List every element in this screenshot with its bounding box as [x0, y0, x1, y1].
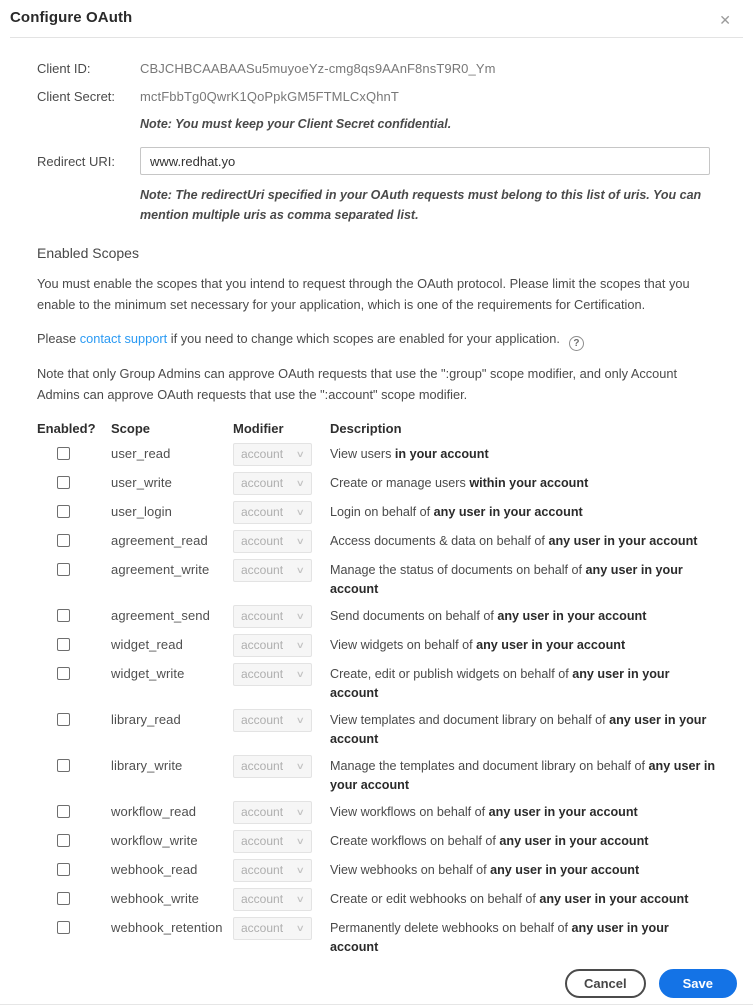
client-secret-note: Note: You must keep your Client Secret confidential.: [140, 117, 452, 131]
modifier-select: [233, 801, 312, 824]
scope-name: library_write: [111, 757, 183, 773]
modifier-select: [233, 605, 312, 628]
modifier-value: account: [241, 805, 284, 820]
redirect-uri-note: Note: The redirectUri specified in your OAuth requests must belong to this list of uris. You can mention multiple uris as comma separated list.: [140, 188, 702, 222]
close-icon[interactable]: ✕: [719, 12, 731, 28]
contact-support-paragraph: [37, 329, 720, 352]
modifier-select: [233, 472, 312, 495]
description-text: View webhooks on behalf of: [330, 862, 491, 877]
description-text: Create workflows on behalf of: [330, 833, 500, 848]
scope-checkbox[interactable]: [57, 667, 70, 680]
header-modifier: Modifier: [233, 420, 284, 436]
modifier-cell: [233, 636, 330, 657]
modifier-select: [233, 663, 312, 686]
scope-checkbox[interactable]: [57, 759, 70, 772]
enabled-cell: [37, 803, 111, 823]
modifier-value: account: [241, 921, 284, 936]
redirect-uri-label: Redirect URI:: [37, 153, 116, 169]
chevron-down-icon: ∨: [296, 864, 306, 875]
modifier-cell: [233, 532, 330, 553]
modifier-select: [233, 634, 312, 657]
dialog-title: Configure OAuth: [10, 9, 133, 26]
scope-table-row: [37, 503, 720, 532]
scope-checkbox[interactable]: [57, 563, 70, 576]
chevron-down-icon: ∨: [296, 760, 306, 771]
scope-checkbox[interactable]: [57, 638, 70, 651]
footer-divider: [0, 1004, 753, 1005]
chevron-down-icon: ∨: [296, 610, 306, 621]
enabled-cell: [37, 503, 111, 523]
scope-name: user_write: [111, 474, 172, 490]
description-bold-text: any user in your account: [330, 712, 707, 746]
chevron-down-icon: ∨: [296, 714, 306, 725]
enabled-cell: [37, 919, 111, 939]
scope-name: webhook_read: [111, 861, 198, 877]
enabled-cell: [37, 607, 111, 627]
scope-table-row: [37, 803, 720, 832]
save-button[interactable]: Save: [659, 969, 737, 998]
chevron-down-icon: ∨: [296, 535, 306, 546]
scopes-intro-paragraph: You must enable the scopes that you intend to request through the OAuth protocol. Please limit the scopes that you enable to the minimum set necessary for your application, which is one of the requirements for Certification.: [37, 276, 690, 312]
scope-checkbox[interactable]: [57, 476, 70, 489]
scope-description: [330, 711, 720, 749]
client-secret-value: mctFbbTg0QwrK1QoPpkGM5FTMLCxQhnT: [140, 89, 399, 104]
scope-table-row: [37, 561, 720, 607]
scope-checkbox[interactable]: [57, 534, 70, 547]
scope-table-row: [37, 757, 720, 803]
modifier-value: account: [241, 863, 284, 878]
description-bold-text: any user in your account: [330, 920, 669, 954]
scope-checkbox[interactable]: [57, 805, 70, 818]
modifier-select: [233, 888, 312, 911]
modifier-value: account: [241, 834, 284, 849]
description-text: Permanently delete webhooks on behalf of: [330, 920, 572, 935]
modifier-value: account: [241, 476, 284, 491]
scope-table-row: [37, 445, 720, 474]
scope-table-row: [37, 919, 720, 965]
scope-table-body: [37, 445, 720, 965]
enabled-cell: [37, 757, 111, 777]
chevron-down-icon: ∨: [296, 668, 306, 679]
scope-checkbox[interactable]: [57, 863, 70, 876]
modifier-select: [233, 917, 312, 940]
scope-name: library_read: [111, 711, 181, 727]
scope-name: agreement_read: [111, 532, 208, 548]
scope-name: widget_read: [111, 636, 183, 652]
scope-table-header: [37, 421, 720, 445]
modifier-cell: [233, 474, 330, 495]
chevron-down-icon: ∨: [296, 639, 306, 650]
modifier-cell: [233, 665, 330, 686]
modifier-value: account: [241, 667, 284, 682]
scope-checkbox[interactable]: [57, 447, 70, 460]
modifier-select: [233, 530, 312, 553]
admin-note-paragraph: Note that only Group Admins can approve OAuth requests that use the ":group" scope modifier, and only Account Admins can approve OAuth requests that use the ":account" scope modifier.: [37, 366, 678, 402]
modifier-value: account: [241, 759, 284, 774]
enabled-cell: [37, 861, 111, 881]
modifier-select: [233, 830, 312, 853]
enabled-cell: [37, 890, 111, 910]
scope-table-row: [37, 636, 720, 665]
scope-table: [37, 421, 720, 965]
enabled-cell: [37, 665, 111, 685]
description-bold-text: within your account: [469, 475, 589, 490]
scope-name: user_read: [111, 445, 171, 461]
chevron-down-icon: ∨: [296, 448, 306, 459]
modifier-value: account: [241, 534, 284, 549]
description-text: Create or edit webhooks on behalf of: [330, 891, 540, 906]
scope-name: workflow_write: [111, 832, 198, 848]
enabled-cell: [37, 561, 111, 581]
scope-description: [330, 445, 720, 464]
header-enabled: Enabled?: [37, 420, 96, 436]
modifier-value: account: [241, 505, 284, 520]
redirect-uri-row: [37, 147, 720, 175]
description-text: View workflows on behalf of: [330, 804, 489, 819]
scope-checkbox[interactable]: [57, 713, 70, 726]
modifier-select: [233, 709, 312, 732]
enabled-cell: [37, 832, 111, 852]
chevron-down-icon: ∨: [296, 477, 306, 488]
scope-description: [330, 665, 720, 703]
description-text: Access documents & data on behalf of: [330, 533, 549, 548]
enabled-cell: [37, 636, 111, 656]
scope-table-row: [37, 711, 720, 757]
enabled-scopes-heading: Enabled Scopes: [37, 245, 139, 262]
modifier-cell: [233, 861, 330, 882]
description-bold-text: any user in your account: [490, 862, 640, 877]
modifier-cell: [233, 803, 330, 824]
scope-name: agreement_send: [111, 607, 210, 623]
scope-checkbox[interactable]: [57, 834, 70, 847]
scope-name: widget_write: [111, 665, 185, 681]
scope-description: [330, 561, 720, 599]
dialog-content: [0, 38, 753, 965]
scope-description: [330, 757, 720, 795]
modifier-cell: [233, 890, 330, 911]
modifier-value: account: [241, 609, 284, 624]
redirect-uri-input[interactable]: [140, 147, 710, 175]
description-text: Send documents on behalf of: [330, 608, 498, 623]
enabled-cell: [37, 532, 111, 552]
scope-checkbox[interactable]: [57, 609, 70, 622]
scope-description: [330, 832, 720, 851]
scope-description: [330, 532, 720, 551]
modifier-value: account: [241, 638, 284, 653]
description-bold-text: any user in your account: [330, 562, 683, 596]
scope-checkbox[interactable]: [57, 505, 70, 518]
scope-description: [330, 890, 720, 909]
scope-name: webhook_write: [111, 890, 200, 906]
chevron-down-icon: ∨: [296, 806, 306, 817]
dialog-header: [0, 0, 753, 27]
modifier-value: account: [241, 563, 284, 578]
description-text: Manage the status of documents on behalf of: [330, 562, 586, 577]
description-text: View templates and document library on behalf of: [330, 712, 610, 727]
chevron-down-icon: ∨: [296, 835, 306, 846]
scope-table-row: [37, 890, 720, 919]
help-icon[interactable]: ?: [569, 336, 584, 351]
enabled-cell: [37, 445, 111, 465]
description-text: Login on behalf of: [330, 504, 434, 519]
scope-name: user_login: [111, 503, 172, 519]
description-bold-text: any user in your account: [497, 608, 647, 623]
modifier-value: account: [241, 892, 284, 907]
scope-name: webhook_retention: [111, 919, 223, 935]
description-bold-text: any user in your account: [548, 533, 698, 548]
modifier-cell: [233, 561, 330, 582]
description-text: Manage the templates and document library on behalf of: [330, 758, 649, 773]
scope-description: [330, 474, 720, 493]
contact-support-link[interactable]: contact support: [79, 330, 168, 346]
scope-table-row: [37, 832, 720, 861]
client-id-value: CBJCHBCAABAASu5muyoeYz-cmg8qs9AAnF8nsT9R0_Ym: [140, 61, 496, 76]
scope-table-row: [37, 861, 720, 890]
description-bold-text: any user in your account: [499, 833, 649, 848]
modifier-select: [233, 559, 312, 582]
description-bold-text: in your account: [394, 446, 489, 461]
scope-description: [330, 636, 720, 655]
header-description: Description: [330, 420, 402, 436]
chevron-down-icon: ∨: [296, 893, 306, 904]
modifier-cell: [233, 919, 330, 940]
dialog-footer: [0, 965, 753, 1004]
client-id-row: [37, 61, 720, 76]
description-text: View users: [330, 446, 395, 461]
scope-table-row: [37, 532, 720, 561]
modifier-select: [233, 501, 312, 524]
description-text: View widgets on behalf of: [330, 637, 477, 652]
modifier-select: [233, 859, 312, 882]
scope-checkbox[interactable]: [57, 892, 70, 905]
support-text-prefix: Please: [37, 330, 80, 346]
scope-name: agreement_write: [111, 561, 210, 577]
support-text-suffix: if you need to change which scopes are enabled for your application.: [167, 330, 560, 346]
client-secret-label: Client Secret:: [37, 89, 116, 104]
client-secret-row: [37, 89, 720, 104]
modifier-select: [233, 755, 312, 778]
description-bold-text: any user in your account: [433, 504, 583, 519]
chevron-down-icon: ∨: [296, 564, 306, 575]
header-scope: Scope: [111, 420, 151, 436]
scope-checkbox[interactable]: [57, 921, 70, 934]
scope-description: [330, 607, 720, 626]
description-text: Create or manage users: [330, 475, 470, 490]
description-bold-text: any user in your account: [330, 666, 670, 700]
scope-name: workflow_read: [111, 803, 197, 819]
scope-description: [330, 803, 720, 822]
scope-description: [330, 503, 720, 522]
description-bold-text: any user in your account: [539, 891, 689, 906]
description-bold-text: any user in your account: [488, 804, 638, 819]
modifier-value: account: [241, 713, 284, 728]
modifier-cell: [233, 445, 330, 466]
description-bold-text: any user in your account: [330, 758, 716, 792]
scope-description: [330, 919, 720, 957]
scope-table-row: [37, 474, 720, 503]
modifier-cell: [233, 607, 330, 628]
description-bold-text: any user in your account: [476, 637, 626, 652]
scope-description: [330, 861, 720, 880]
modifier-cell: [233, 711, 330, 732]
description-text: Create, edit or publish widgets on behalf of: [330, 666, 573, 681]
modifier-select: [233, 443, 312, 466]
modifier-cell: [233, 757, 330, 778]
cancel-button[interactable]: Cancel: [565, 969, 646, 998]
enabled-cell: [37, 474, 111, 494]
client-id-label: Client ID:: [37, 61, 91, 76]
scope-table-row: [37, 607, 720, 636]
scope-table-row: [37, 665, 720, 711]
chevron-down-icon: ∨: [296, 922, 306, 933]
modifier-value: account: [241, 447, 284, 462]
enabled-cell: [37, 711, 111, 731]
chevron-down-icon: ∨: [296, 506, 306, 517]
modifier-cell: [233, 503, 330, 524]
modifier-cell: [233, 832, 330, 853]
